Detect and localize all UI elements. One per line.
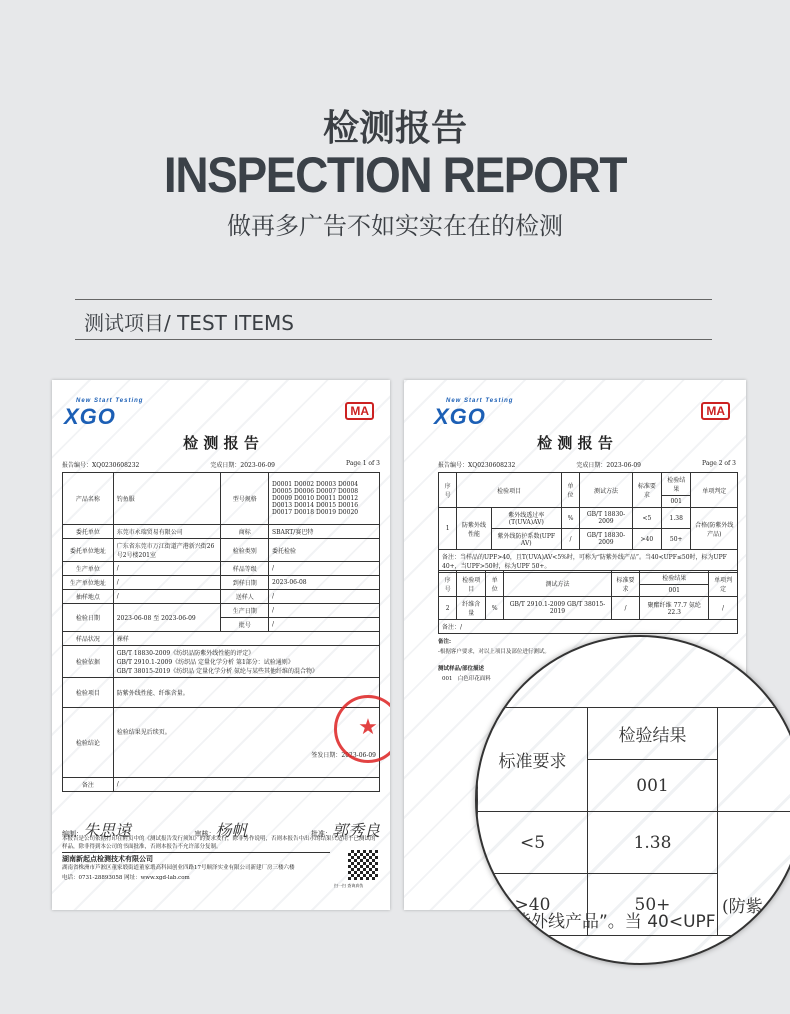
slogan: 做再多广告不如实实在在的检测 — [227, 212, 563, 240]
qr-caption: 扫一扫 查询真伪 — [334, 883, 364, 888]
magnified-table: 标准要求 检验结果 001 <5 1.38 >40 50+ (防紫 — [477, 707, 790, 936]
company-name: 湖南新起点检测技术有限公司 — [62, 852, 330, 863]
sample-title: 测试样品/部位描述 — [438, 666, 485, 672]
report-meta: 报告编号：XQ0230608232 完成日期：2023-06-09 Page 2 of 3 — [438, 460, 736, 469]
magnified-note: 方紫外线产品”。当 40<UPF — [497, 912, 716, 932]
divider — [75, 299, 712, 300]
cma-logo: MA — [701, 402, 730, 420]
uv-table: 序号 检验项目 单位 测试方法 标准要求 检验结果 单项判定 001 1 防紫外线性能 紫外线透过率(T(UVA)AV) % GB/T 18830-2009 <5 1.38 合格(防紫外线产品) 紫外线防护系数(UPF AV) / GB/T 18830-2009 >40 50+ 备注：当样品的UPF>40，且T(UVA)AV<5%时，可称为“防紫外线产品”。当40<UPF≤50时，标为UPF 40+，当UPF>50时，标为UPF 50+。 — [438, 472, 738, 573]
signatures: 编制：朱思遠 审核：杨帆 批准：郭秀良 — [62, 821, 380, 840]
company-address: 湖南省株洲市芦淞区董家塅街道董家塅高科园创业四路17号顺泽实业有限公司新建厂房三楼六楼 — [62, 865, 295, 871]
remarks-title: 备注: — [438, 639, 452, 645]
company-logo: New Start Testing XGO — [64, 398, 144, 429]
company-contact: 电话：0731-28893058 网址：www.xgd-lab.com — [62, 875, 190, 881]
company-logo: New Start Testing XGO — [434, 398, 514, 429]
report-meta: 报告编号：XQ0230608232 完成日期：2023-06-09 Page 1 of 3 — [62, 460, 380, 469]
statement: 本报告是公司依据打印在附页中的《测试报告发行须知》的要求发行，除非另作说明，否则本报告中出示的结果只适用于已测试的样品，除非得到本公司的书面批准，否则本报告不允许部分复制。 — [62, 836, 376, 850]
magnifier-zoom — [475, 635, 790, 965]
section-title: 测试项目/ TEST ITEMS — [84, 311, 294, 335]
info-table: 产品名称 钓鱼服 型号规格 D0001 D0002 D0003 D0004 D0005 D0006 D0007 D0008 D0009 D0010 D0011 D0012 D0013 D0014 D0015 D0016 D0017 D0018 D0019 D0020 委托单位 东莞市永瑞贸易有限公司 商标 SBART/赛巴特 委托单位地址 广东省东莞市万江街道产港新兴街26号2号楼201室 检验类别 委托检验 生产单位 / 样品等级 / 生产单位地址 / 到样日期 2023-06-08 抽样地点 / 送样人 / 检验日期 2023-06-08 至 2023-06-09 生产日期 / 批号 / 样品状况 裸样 检验依据 GB/T 18830-2009《纺织品防紫外线性能的评定》 GB/T 2910.1-2009《纺织品 定量化学分析 第1部分：试验通则》 GB/T 38015-2019《纺织品 定量化学分析 氨纶与某些其他纤维的混合物》 检验项目 防紫外线性能、纤维含量。 检验结论 检验结果见后续页。 签发日期：2023-06-09 备注 / — [62, 472, 380, 792]
cma-logo: MA — [345, 402, 374, 420]
remarks: -根据客户要求，对以上项目及部位进行测试。 — [438, 649, 550, 655]
divider — [75, 339, 712, 340]
report-title: 检 测 报 告 — [183, 434, 259, 452]
title-en: INSPECTION REPORT — [163, 147, 627, 203]
report-page-1 — [52, 380, 390, 910]
sample-desc: 001 白色印花面料 — [442, 676, 491, 682]
company-seal: ★ — [334, 695, 390, 763]
qr-code — [348, 850, 378, 880]
title-cn: 检测报告 — [322, 108, 467, 149]
report-title: 检 测 报 告 — [537, 434, 613, 452]
fiber-table: 序号 检验项目 单位 测试方法 标准要求 检验结果 单项判定 001 2 纤维含量 % GB/T 2910.1-2009 GB/T 38015-2019 / 聚酯纤维 77.7 氨纶 22.3 / 备注：/ — [438, 570, 738, 634]
